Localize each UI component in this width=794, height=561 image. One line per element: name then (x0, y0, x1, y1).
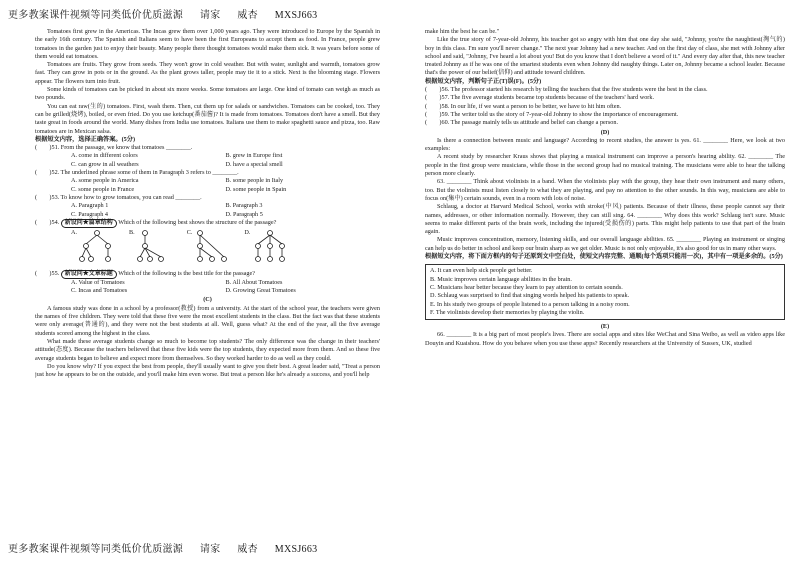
question-52: ( )52. The underlined phrase some of them in Paragraph 3 refers to ________. (35, 169, 239, 177)
passage-c-p3: Do you know why? If you expect the best from people, they'll usually want to give you their best. A great leader said, "Treat a person just how he appears to be on the outside, and you'll make him even worse. But treat a person like he's already a success, and you'll help (35, 362, 380, 379)
option: A. come in different colors (71, 152, 138, 160)
option: B. grew in Europe first (225, 152, 283, 160)
options-52 (35, 177, 380, 194)
option: C. Paragraph 4 (71, 210, 108, 218)
passage-b-p4: You can eat raw(生的) tomatoes. First, wash them. Then, cut them up for salads or sandwiches. Tomatoes can be cooked, too. They can be grilled(烧烤), boiled, or even fried. Do you use ketchup(番茄酱)? It is made from tomatoes. Tomatoes don't have a smell. But they taste great in foods around the world. Many dishes from India use tomatoes. Italians use them to make spaghetti sauce and pizza, too. Raw tomatoes are in Mexican salsa. (35, 102, 380, 135)
banner-text-right: 威杏 (237, 10, 258, 21)
passage-d-p4: Schlaug, a doctor at Harvard Medical School, works with stroke(中风) patients. Because of their illness, these people cannot say their names, addresses, or other information normally. However, they can still sing. 64. ________ Why does this work? Schlaug isn't sure. Music seems to make different parts of the brain work, including the injured(受损伤的) parts. This might help patients to use that part of the brain again. (425, 203, 785, 236)
options-box (425, 264, 785, 320)
section-d-heading: (D) (600, 128, 610, 136)
passage-d-p1: Is there a connection between music and language? According to recent studies, the answer is yes. 61. ________ Here, we look at two examples: (425, 136, 785, 153)
instruction: 根据短文内容，选择正确答案。(5分) (35, 135, 136, 143)
passage-e-p1: 66. ________ It is a big part of most people's lives. There are social apps and sites like WeChat and Sina Weibo, as well as video apps like Douyin and Kuaishou. How do you behave when you use these apps? Recently researchers at the University of Sussex, UK, studied (425, 331, 785, 347)
bottom-banner (8, 540, 331, 555)
question-57: ( )57. The five average students became top students because of the teachers' hard work. (425, 94, 654, 102)
option: C. can grow in all weathers (71, 160, 139, 168)
tree-c (187, 229, 231, 269)
tree-b-diagram (137, 229, 173, 263)
option: A. Value of Tomatoes (71, 278, 125, 286)
passage-c-p3-cont: make him the best he can be." (425, 28, 500, 35)
question-54 (35, 219, 380, 228)
tree-a-diagram (79, 229, 115, 263)
passage-b-p2: Tomatoes are fruits. They grow from seeds. They won't grow in cold weather. But with water, sunlight and warmth, tomatoes grow fast. They can grow in pots or in the ground. As the plant grows taller, people may tie it to a stick. Next is the blooming stage. Flowers appear. The flowers turn into fruit. (35, 61, 380, 85)
options-53 (35, 202, 380, 219)
passage-d-p2: A recent study by researcher Kraus shows that playing a musical instrument can improve a person's hearing ability. 62. ________ The people in the first group were musicians, while those in the second group had no musical training. The musicians were able to hear the talking person more clearly. (425, 153, 785, 178)
passage-d-p3: 63. ________ Think about violinists in a band. When the violinists play with the group, they hear their own instrument and many others, too. But the violinists must listen closely to what they are playing, and pay no attention to the other sounds. In this way, musicians are able to focus on(集中) certain sounds, even in a room with lots of noise. (425, 178, 785, 202)
structure-diagrams (35, 229, 380, 269)
banner-text: 更多教案课件视频等同类低价优质滋源 (8, 544, 184, 555)
banner-text-middle: 请家 (199, 10, 221, 21)
passage-c-p2: What made these average students change so much to become top students? The only difference was the change in their teachers' attitude(态度). Because the teachers believed that these five kids were the top students, they expected more from them. And so these five average students began to believe and expect more from themselves. So they worked harder to do as well as they could. (35, 337, 380, 362)
question-51: ( )51. From the passage, we know that tomatoes ________. (35, 144, 193, 152)
option: D. some people in Spain (225, 185, 287, 193)
option: B. Paragraph 3 (225, 202, 263, 210)
passage-c-p4: Like the true story of 7-year-old Johnny, his teacher got so angry with him that one day she said, "Johnny, you're the naughtiest(淘气的) boy in this class. I'm sure you'll never change." The next year Johnny had a new teacher. And on the first day of class, she met with Johnny after school and said, "Johnny, I've heard a lot about you! But do you know that I don't believe a word of it." And every day after that, this new teacher treated Johnny as if he was one of the smartest students even when Johnny did naughty things. Later on, Johnny became a school leader. Because that's the power of our belief(信仰) and attitude toward children. (425, 36, 785, 77)
options-51 (35, 152, 380, 169)
tree-label: C. (186, 228, 193, 236)
option-f: F. The violinists develop their memories by playing the violin. (430, 308, 585, 316)
tree-b (129, 229, 173, 269)
option-e: E. In his study two groups of people listened to a person talking in a noisy room. (430, 300, 630, 308)
tree-d-diagram (252, 229, 288, 263)
question-60: ( )60. The passage mainly tells us attitude and belief can change a person. (425, 119, 619, 127)
option: C. Incas and Tomatoes (71, 287, 128, 295)
question-59: ( )59. The writer told us the story of 7-year-old Johnny to show the importance of encouragement. (425, 110, 679, 118)
tree-label: B. (129, 228, 135, 236)
question-56: ( )56. The professor started his research by telling the teachers that the five students were the best in the class. (425, 86, 708, 94)
tree-d (244, 229, 288, 269)
question-55 (35, 270, 380, 279)
option-a: A. It can even help sick people get better. (430, 267, 533, 275)
instruction-tf: 根据短文内容，判断句子正(T)误(F)。(5分) (425, 77, 542, 85)
passage-c-p1: A famous study was done in a school by a professor(教授) from a university. At the start of the school year, the teachers were given the names of five children. They were told that these five were the most excellent students in the class. But the fact was that these students were only average(普通的), and they were not the best students at all. Well, guess what? At the end of the year, all the five average students scored among the highest in the class. (35, 304, 380, 337)
passage-d-p5: Music improves concentration, memory, listening skills, and our overall language abilities. 65. ________ Playing an instrument or singing can help us do better in school and keep our brain sharp as we get older. Music is not only enjoyable, it's also good for us in many other ways. (425, 236, 785, 252)
option: A. some people in America (71, 177, 139, 185)
option: A. Paragraph 1 (71, 202, 109, 210)
passage-b-p1: Tomatoes first grew in the Americas. The Incas grew them over 1,000 years ago. They were introduced to Europe by the Spanish in the early 16th century. The Spanish and Italians seem to have been the first Europeans to accept them as food. In France, people grew tomatoes in the garden just to enjoy their beauty. Many people there thought tomatoes would make them sick. It was years before some of them would eat tomatoes. (35, 28, 380, 60)
banner-text-right: 威杏 (237, 544, 258, 555)
new-question-tag: 新设问★篇章结构 (61, 219, 117, 228)
option-b: B. Music improves certain language abilities in the brain. (430, 275, 572, 283)
options-55 (35, 279, 380, 296)
question-58: ( )58. In our life, if we want a person to be better, we have to hit him often. (425, 102, 622, 110)
section-e-heading: (E) (600, 323, 610, 331)
tree-a (71, 229, 115, 269)
new-question-tag: 新设问★文章标题 (61, 270, 117, 279)
tree-label: A. (71, 228, 78, 236)
top-banner (8, 6, 331, 21)
question-53: ( )53. To know how to grow tomatoes, you can read ________. (35, 193, 202, 201)
option-d: D. Schlaug was surprised to find that singing words helped his patients to speak. (430, 292, 630, 300)
instruction-fill: 根据短文内容，将下面方框内的句子还原到文中空白处，使短文内容完整、通顺(每个选项只能用一次)，其中有一项是多余的。(5分) (425, 253, 783, 261)
tree-c-diagram (194, 229, 230, 263)
option: B. All About Tomatoes (225, 278, 283, 286)
option: B. some people in Italy (225, 177, 284, 185)
option: D. Paragraph 5 (225, 210, 263, 218)
option-c: C. Musicians hear better because they learn to pay attention to certain sounds. (430, 283, 623, 291)
option: D. Growing Great Tomatoes (225, 287, 296, 295)
banner-text: 更多教案课件视频等同类低价优质滋源 (8, 10, 184, 21)
banner-code: MXSJ663 (274, 544, 318, 555)
section-c-heading: (C) (203, 296, 212, 304)
banner-text-middle: 请家 (199, 544, 221, 555)
tree-label: D. (244, 228, 251, 236)
option: D. have a special smell (225, 160, 283, 168)
q-number: ( )54. (35, 218, 60, 226)
banner-code: MXSJ663 (274, 10, 318, 21)
left-column (35, 28, 380, 538)
q-text: Which of the following is the best title for the passage? (118, 269, 256, 277)
q-text: Which of the following best shows the structure of the passage? (118, 218, 277, 226)
q-number: ( )55. (35, 269, 60, 277)
option: C. some people in France (71, 185, 135, 193)
passage-b-p3: Some kinds of tomatoes can be picked in about six more weeks. Some tomatoes are large. One kind of tomato can weigh as much as two pounds. (35, 86, 380, 102)
right-column (425, 28, 785, 538)
